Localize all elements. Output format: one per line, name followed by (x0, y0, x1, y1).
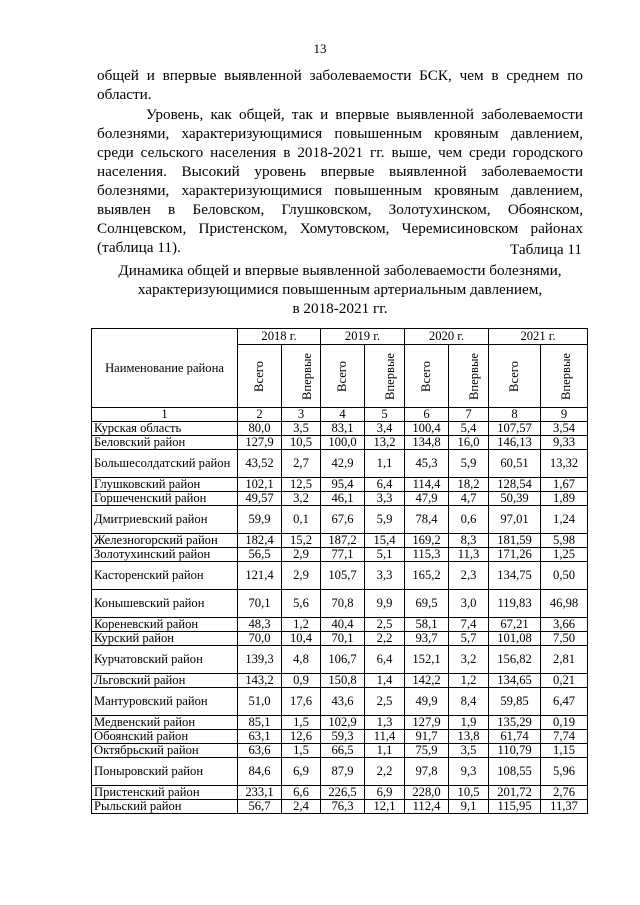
column-number: 4 (321, 408, 365, 422)
value-cell: 127,9 (405, 716, 449, 730)
value-cell: 11,37 (541, 800, 588, 814)
value-cell: 2,9 (282, 548, 321, 562)
value-cell: 2,7 (282, 450, 321, 478)
value-cell: 69,5 (405, 590, 449, 618)
value-cell: 119,83 (489, 590, 541, 618)
column-number-row (92, 408, 588, 422)
caption-line: характеризующимися повышенным артериальным давлением, (137, 281, 543, 298)
value-cell: 13,32 (541, 450, 588, 478)
value-cell: 0,21 (541, 674, 588, 688)
district-name: Мантуровский район (92, 688, 238, 716)
table-row (92, 674, 588, 688)
value-cell: 59,3 (321, 730, 365, 744)
value-cell: 1,15 (541, 744, 588, 758)
value-cell: 2,81 (541, 646, 588, 674)
value-cell: 85,1 (238, 716, 282, 730)
table-row (92, 688, 588, 716)
value-cell: 5,1 (365, 548, 405, 562)
value-cell: 5,98 (541, 534, 588, 548)
value-cell: 80,0 (238, 422, 282, 436)
text-line: населения. Высокий уровень впервые выявленной заболеваемости (97, 163, 583, 180)
value-cell: 2,9 (282, 562, 321, 590)
value-cell: 0,50 (541, 562, 588, 590)
value-cell: 134,75 (489, 562, 541, 590)
column-number: 9 (541, 408, 588, 422)
value-cell: 3,2 (282, 492, 321, 506)
value-cell: 3,4 (365, 422, 405, 436)
value-cell: 13,2 (365, 436, 405, 450)
subheader-new: Впервые (282, 345, 321, 408)
value-cell: 18,2 (449, 478, 489, 492)
table-row (92, 590, 588, 618)
text-line: Солнцевском, Пристенском, Хомутовском, Черемисиновском районах (97, 220, 583, 237)
value-cell: 6,6 (282, 786, 321, 800)
table-row (92, 632, 588, 646)
value-cell: 128,54 (489, 478, 541, 492)
value-cell: 83,1 (321, 422, 365, 436)
year-header: 2018 г. (238, 329, 321, 345)
value-cell: 11,3 (449, 548, 489, 562)
value-cell: 15,2 (282, 534, 321, 548)
value-cell: 9,9 (365, 590, 405, 618)
value-cell: 10,5 (282, 436, 321, 450)
district-name: Кореневский район (92, 618, 238, 632)
value-cell: 143,2 (238, 674, 282, 688)
value-cell: 115,3 (405, 548, 449, 562)
value-cell: 105,7 (321, 562, 365, 590)
district-name: Октябрьский район (92, 744, 238, 758)
text-line: среди сельского населения в 2018-2021 гг. выше, чем среди городского (97, 144, 583, 161)
value-cell: 7,4 (449, 618, 489, 632)
value-cell: 87,9 (321, 758, 365, 786)
value-cell: 50,39 (489, 492, 541, 506)
subheader-new: Впервые (541, 345, 588, 408)
morbidity-table (91, 328, 588, 814)
value-cell: 51,0 (238, 688, 282, 716)
column-number: 7 (449, 408, 489, 422)
column-number: 8 (489, 408, 541, 422)
value-cell: 43,52 (238, 450, 282, 478)
table-row (92, 436, 588, 450)
value-cell: 66,5 (321, 744, 365, 758)
subheader-total: Всего (405, 345, 449, 408)
value-cell: 1,25 (541, 548, 588, 562)
value-cell: 181,59 (489, 534, 541, 548)
value-cell: 77,1 (321, 548, 365, 562)
value-cell: 3,0 (449, 590, 489, 618)
value-cell: 187,2 (321, 534, 365, 548)
value-cell: 100,0 (321, 436, 365, 450)
value-cell: 12,5 (282, 478, 321, 492)
value-cell: 91,7 (405, 730, 449, 744)
value-cell: 1,89 (541, 492, 588, 506)
value-cell: 70,0 (238, 632, 282, 646)
district-name: Большесолдатский район (92, 450, 238, 478)
value-cell: 100,4 (405, 422, 449, 436)
value-cell: 2,4 (282, 800, 321, 814)
value-cell: 59,9 (238, 506, 282, 534)
district-name: Железногорский район (92, 534, 238, 548)
year-header: 2019 г. (321, 329, 405, 345)
table-row (92, 800, 588, 814)
caption-line: в 2018-2021 гг. (292, 300, 388, 317)
value-cell: 6,4 (365, 646, 405, 674)
district-name: Рыльский район (92, 800, 238, 814)
value-cell: 3,3 (365, 492, 405, 506)
value-cell: 106,7 (321, 646, 365, 674)
value-cell: 2,3 (449, 562, 489, 590)
text-line: болезнями, характеризующимися повышенным кровяным давлением, (97, 125, 583, 142)
value-cell: 45,3 (405, 450, 449, 478)
value-cell: 1,1 (365, 450, 405, 478)
value-cell: 114,4 (405, 478, 449, 492)
value-cell: 2,2 (365, 632, 405, 646)
text-line: области. (97, 86, 152, 103)
value-cell: 1,2 (449, 674, 489, 688)
column-number: 1 (92, 408, 238, 422)
value-cell: 1,24 (541, 506, 588, 534)
value-cell: 3,54 (541, 422, 588, 436)
paragraph-2 (97, 105, 583, 257)
value-cell: 63,6 (238, 744, 282, 758)
subheader-new: Впервые (449, 345, 489, 408)
value-cell: 171,26 (489, 548, 541, 562)
table-body (92, 422, 588, 814)
value-cell: 2,5 (365, 688, 405, 716)
value-cell: 135,29 (489, 716, 541, 730)
value-cell: 42,9 (321, 450, 365, 478)
value-cell: 78,4 (405, 506, 449, 534)
value-cell: 59,85 (489, 688, 541, 716)
value-cell: 43,6 (321, 688, 365, 716)
value-cell: 121,4 (238, 562, 282, 590)
value-cell: 95,4 (321, 478, 365, 492)
value-cell: 46,1 (321, 492, 365, 506)
value-cell: 139,3 (238, 646, 282, 674)
district-name: Льговский район (92, 674, 238, 688)
value-cell: 70,8 (321, 590, 365, 618)
value-cell: 76,3 (321, 800, 365, 814)
value-cell: 84,6 (238, 758, 282, 786)
value-cell: 67,21 (489, 618, 541, 632)
district-name: Курский район (92, 632, 238, 646)
text-line: выявлен в Беловском, Глушковском, Золотухинском, Обоянском, (97, 201, 583, 218)
district-name: Конышевский район (92, 590, 238, 618)
table-row (92, 562, 588, 590)
value-cell: 115,95 (489, 800, 541, 814)
value-cell: 2,2 (365, 758, 405, 786)
text-line: болезнями, характеризующимися повышенным кровяным давлением, (97, 182, 583, 199)
value-cell: 10,5 (449, 786, 489, 800)
subheader-new: Впервые (365, 345, 405, 408)
value-cell: 1,4 (365, 674, 405, 688)
district-name: Обоянский район (92, 730, 238, 744)
district-name: Поныровский район (92, 758, 238, 786)
value-cell: 150,8 (321, 674, 365, 688)
value-cell: 5,4 (449, 422, 489, 436)
value-cell: 11,4 (365, 730, 405, 744)
value-cell: 127,9 (238, 436, 282, 450)
value-cell: 233,1 (238, 786, 282, 800)
value-cell: 70,1 (238, 590, 282, 618)
value-cell: 3,5 (449, 744, 489, 758)
value-cell: 134,65 (489, 674, 541, 688)
district-name: Медвенский район (92, 716, 238, 730)
table-row (92, 506, 588, 534)
value-cell: 97,01 (489, 506, 541, 534)
value-cell: 1,9 (449, 716, 489, 730)
table-row (92, 618, 588, 632)
value-cell: 63,1 (238, 730, 282, 744)
subheader-total: Всего (489, 345, 541, 408)
value-cell: 226,5 (321, 786, 365, 800)
table-row (92, 422, 588, 436)
value-cell: 0,6 (449, 506, 489, 534)
value-cell: 134,8 (405, 436, 449, 450)
value-cell: 9,1 (449, 800, 489, 814)
value-cell: 16,0 (449, 436, 489, 450)
value-cell: 1,5 (282, 744, 321, 758)
column-number: 5 (365, 408, 405, 422)
district-name: Курчатовский район (92, 646, 238, 674)
value-cell: 49,57 (238, 492, 282, 506)
table-row (92, 744, 588, 758)
district-name: Золотухинский район (92, 548, 238, 562)
value-cell: 93,7 (405, 632, 449, 646)
value-cell: 56,5 (238, 548, 282, 562)
table-row (92, 450, 588, 478)
column-number: 3 (282, 408, 321, 422)
value-cell: 67,6 (321, 506, 365, 534)
table-number: Таблица 11 (510, 241, 582, 258)
value-cell: 4,8 (282, 646, 321, 674)
value-cell: 102,1 (238, 478, 282, 492)
value-cell: 46,98 (541, 590, 588, 618)
table-row (92, 786, 588, 800)
value-cell: 17,6 (282, 688, 321, 716)
value-cell: 5,9 (449, 450, 489, 478)
value-cell: 1,67 (541, 478, 588, 492)
year-header: 2021 г. (489, 329, 588, 345)
value-cell: 9,3 (449, 758, 489, 786)
value-cell: 3,3 (365, 562, 405, 590)
value-cell: 1,3 (365, 716, 405, 730)
district-name: Дмитриевский район (92, 506, 238, 534)
value-cell: 5,96 (541, 758, 588, 786)
table-row (92, 646, 588, 674)
value-cell: 156,82 (489, 646, 541, 674)
year-header: 2020 г. (405, 329, 489, 345)
district-name: Пристенский район (92, 786, 238, 800)
subheader-total: Всего (238, 345, 282, 408)
value-cell: 8,4 (449, 688, 489, 716)
table-row (92, 548, 588, 562)
value-cell: 10,4 (282, 632, 321, 646)
value-cell: 9,33 (541, 436, 588, 450)
value-cell: 5,9 (365, 506, 405, 534)
value-cell: 2,5 (365, 618, 405, 632)
value-cell: 101,08 (489, 632, 541, 646)
value-cell: 48,3 (238, 618, 282, 632)
value-cell: 56,7 (238, 800, 282, 814)
table-row (92, 478, 588, 492)
value-cell: 108,55 (489, 758, 541, 786)
district-name: Беловский район (92, 436, 238, 450)
value-cell: 1,5 (282, 716, 321, 730)
value-cell: 0,9 (282, 674, 321, 688)
district-name: Глушковский район (92, 478, 238, 492)
value-cell: 5,7 (449, 632, 489, 646)
table-row (92, 492, 588, 506)
value-cell: 2,76 (541, 786, 588, 800)
table-caption (97, 261, 583, 318)
value-cell: 12,1 (365, 800, 405, 814)
column-number: 2 (238, 408, 282, 422)
value-cell: 1,2 (282, 618, 321, 632)
value-cell: 40,4 (321, 618, 365, 632)
value-cell: 8,3 (449, 534, 489, 548)
value-cell: 102,9 (321, 716, 365, 730)
value-cell: 6,9 (282, 758, 321, 786)
district-name: Касторенский район (92, 562, 238, 590)
value-cell: 152,1 (405, 646, 449, 674)
value-cell: 1,1 (365, 744, 405, 758)
value-cell: 97,8 (405, 758, 449, 786)
value-cell: 61,74 (489, 730, 541, 744)
value-cell: 6,9 (365, 786, 405, 800)
subheader-total: Всего (321, 345, 365, 408)
value-cell: 6,4 (365, 478, 405, 492)
value-cell: 142,2 (405, 674, 449, 688)
table-row (92, 730, 588, 744)
value-cell: 228,0 (405, 786, 449, 800)
value-cell: 3,2 (449, 646, 489, 674)
value-cell: 0,1 (282, 506, 321, 534)
value-cell: 15,4 (365, 534, 405, 548)
value-cell: 112,4 (405, 800, 449, 814)
caption-line: Динамика общей и впервые выявленной заболеваемости болезнями, (118, 262, 562, 279)
text-line: Уровень, как общей, так и впервые выявленной заболеваемости (146, 106, 583, 123)
table-row (92, 716, 588, 730)
value-cell: 47,9 (405, 492, 449, 506)
value-cell: 182,4 (238, 534, 282, 548)
table-row (92, 534, 588, 548)
page-number: 13 (313, 41, 327, 56)
table-row (92, 758, 588, 786)
value-cell: 70,1 (321, 632, 365, 646)
value-cell: 5,6 (282, 590, 321, 618)
table-header-name: Наименование района (92, 329, 238, 408)
value-cell: 107,57 (489, 422, 541, 436)
value-cell: 12,6 (282, 730, 321, 744)
value-cell: 75,9 (405, 744, 449, 758)
value-cell: 58,1 (405, 618, 449, 632)
value-cell: 6,47 (541, 688, 588, 716)
text-line: общей и впервые выявленной заболеваемости БСК, чем в среднем по (97, 67, 583, 84)
value-cell: 146,13 (489, 436, 541, 450)
column-number: 6 (405, 408, 449, 422)
value-cell: 4,7 (449, 492, 489, 506)
district-name: Горшеченский район (92, 492, 238, 506)
paragraph-1 (97, 66, 583, 104)
value-cell: 0,19 (541, 716, 588, 730)
value-cell: 110,79 (489, 744, 541, 758)
district-name: Курская область (92, 422, 238, 436)
value-cell: 3,5 (282, 422, 321, 436)
value-cell: 3,66 (541, 618, 588, 632)
value-cell: 165,2 (405, 562, 449, 590)
value-cell: 169,2 (405, 534, 449, 548)
value-cell: 201,72 (489, 786, 541, 800)
value-cell: 60,51 (489, 450, 541, 478)
value-cell: 7,74 (541, 730, 588, 744)
value-cell: 13,8 (449, 730, 489, 744)
value-cell: 49,9 (405, 688, 449, 716)
value-cell: 7,50 (541, 632, 588, 646)
text-line: (таблица 11). (97, 239, 181, 256)
